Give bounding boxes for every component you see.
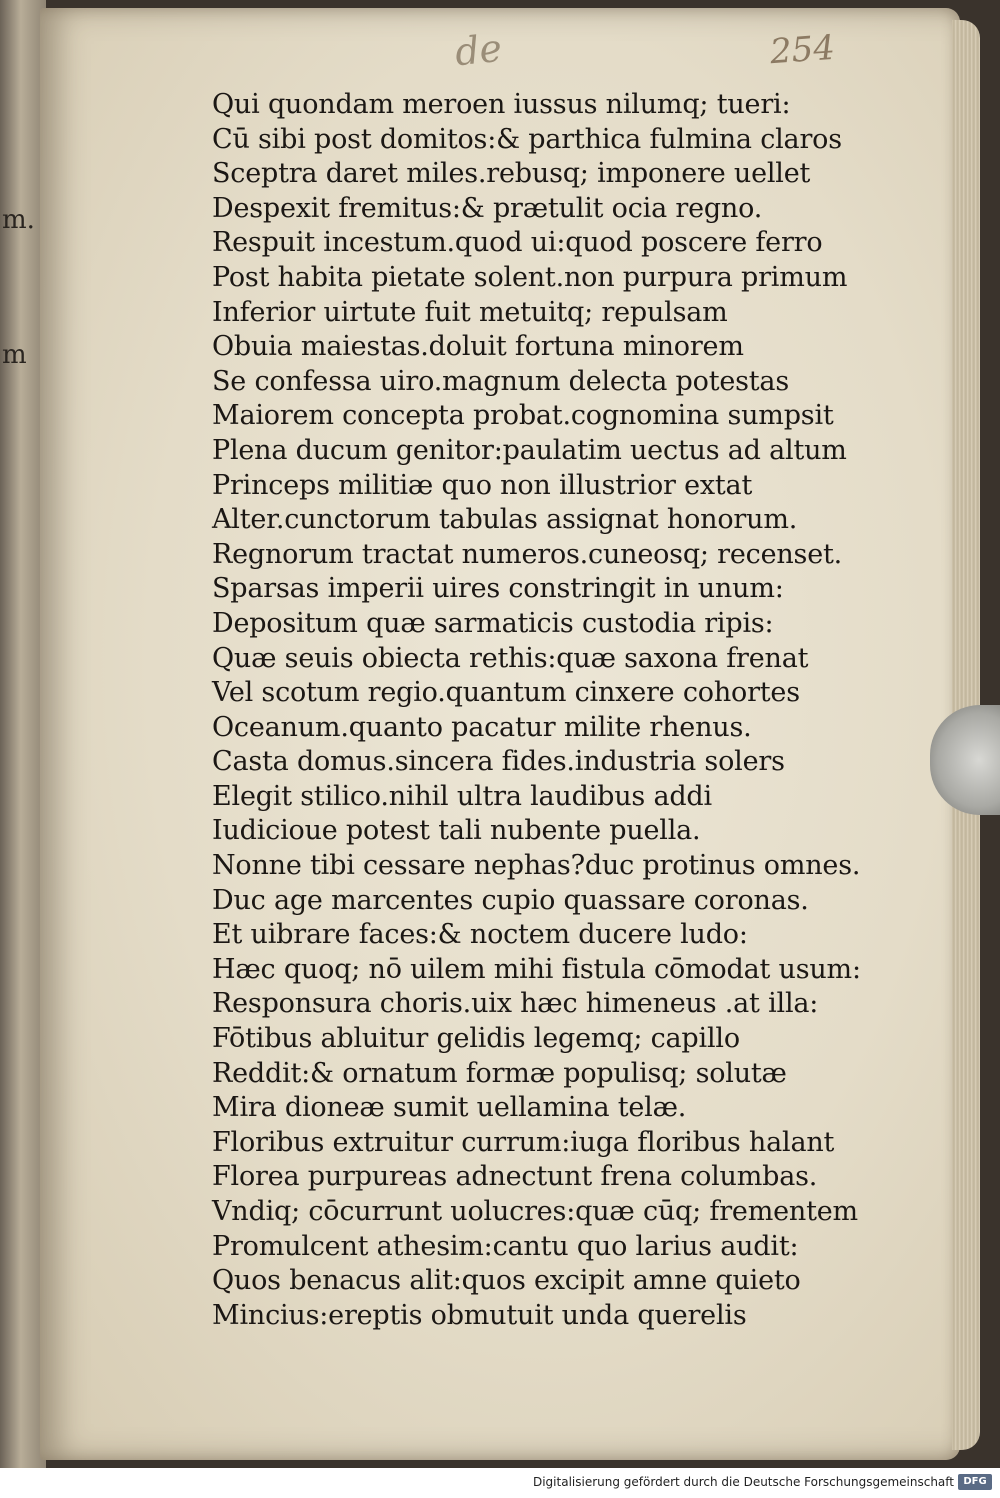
verse-line: Maiorem concepta probat.cognomina sumpsit <box>212 400 834 432</box>
verse-line: Despexit fremitus:& prætulit ocia regno. <box>212 192 763 224</box>
verse-line: Obuia maiestas.doluit fortuna minorem <box>212 331 744 363</box>
verse-line: Se confessa uiro.magnum delecta potestas <box>212 365 789 397</box>
verse-line: Regnorum tractat numeros.cuneosq; recenset. <box>212 538 843 570</box>
poem-text-block <box>212 88 912 1333</box>
verse-line: Vel scotum regio.quantum cinxere cohortes <box>212 677 800 709</box>
verse-line: Floribus extruitur currum:iuga floribus halant <box>212 1126 835 1158</box>
funding-credit: Digitalisierung gefördert durch die Deutsche Forschungsgemeinschaft <box>532 1475 954 1489</box>
dfg-logo: DFG <box>958 1474 992 1490</box>
verse-line: Fōtibus abluitur gelidis legemq; capillo <box>212 1023 740 1055</box>
folio-number: 254 <box>768 27 837 73</box>
verse-line: Plena ducum genitor:paulatim uectus ad altum <box>212 434 847 466</box>
verse-line: Inferior uirtute fuit metuitq; repulsam <box>212 296 728 328</box>
verse-line: Sparsas imperii uires constringit in unum: <box>212 573 784 605</box>
left-page-fragment: m. <box>2 205 35 235</box>
verse-line: Hæc quoq; nō uilem mihi fistula cōmodat usum: <box>212 953 861 985</box>
verse-line: Depositum quæ sarmaticis custodia ripis: <box>212 607 774 639</box>
verse-line: Mincius:ereptis obmutuit unda querelis <box>212 1299 747 1331</box>
verse-line: Responsura choris.uix hæc himeneus .at illa: <box>212 988 819 1020</box>
verse-line: Alter.cunctorum tabulas assignat honorum. <box>212 504 798 536</box>
verse-line: Princeps militiæ quo non illustrior extat <box>212 469 753 501</box>
verse-line: Et uibrare faces:& noctem ducere ludo: <box>212 919 748 951</box>
verse-line: Mira dioneæ sumit uellamina telæ. <box>212 1092 687 1124</box>
verse-line: Vndiq; cōcurrunt uolucres:quæ cūq; frementem <box>212 1196 858 1227</box>
verse-line: Iudicioue potest tali nubente puella. <box>212 815 701 847</box>
verse-line: Oceanum.quanto pacatur milite rhenus. <box>212 711 752 743</box>
verse-line: Florea purpureas adnectunt frena columbas. <box>212 1161 818 1193</box>
verse-line: Reddit:& ornatum formæ populisq; solutæ <box>212 1057 787 1089</box>
verse-line: Quæ seuis obiecta rethis:quæ saxona frenat <box>212 642 809 674</box>
verse-line: Post habita pietate solent.non purpura primum <box>212 261 848 293</box>
verse-line: Qui quondam meroen iussus nilumq; tueri: <box>212 89 791 120</box>
pencil-annotation: de <box>452 25 504 75</box>
verse-line: Casta domus.sincera fides.industria solers <box>212 746 785 778</box>
footer-bar <box>0 1468 1000 1498</box>
verse-line: Cū sibi post domitos:& parthica fulmina claros <box>212 123 842 155</box>
verse-line: Respuit incestum.quod ui:quod poscere ferro <box>212 227 823 259</box>
left-page-fragment: m <box>2 340 27 370</box>
verse-line: Quos benacus alit:quos excipit amne quieto <box>212 1265 801 1297</box>
verse-line: Promulcent athesim:cantu quo larius audit: <box>212 1230 799 1262</box>
verse-line: Sceptra daret miles.rebusq; imponere uellet <box>212 158 811 190</box>
verse-line: Duc age marcentes cupio quassare coronas. <box>212 884 809 916</box>
verse-line: Nonne tibi cessare nephas?duc protinus omnes. <box>212 850 861 882</box>
verse-line: Elegit stilico.nihil ultra laudibus addi <box>212 780 712 812</box>
